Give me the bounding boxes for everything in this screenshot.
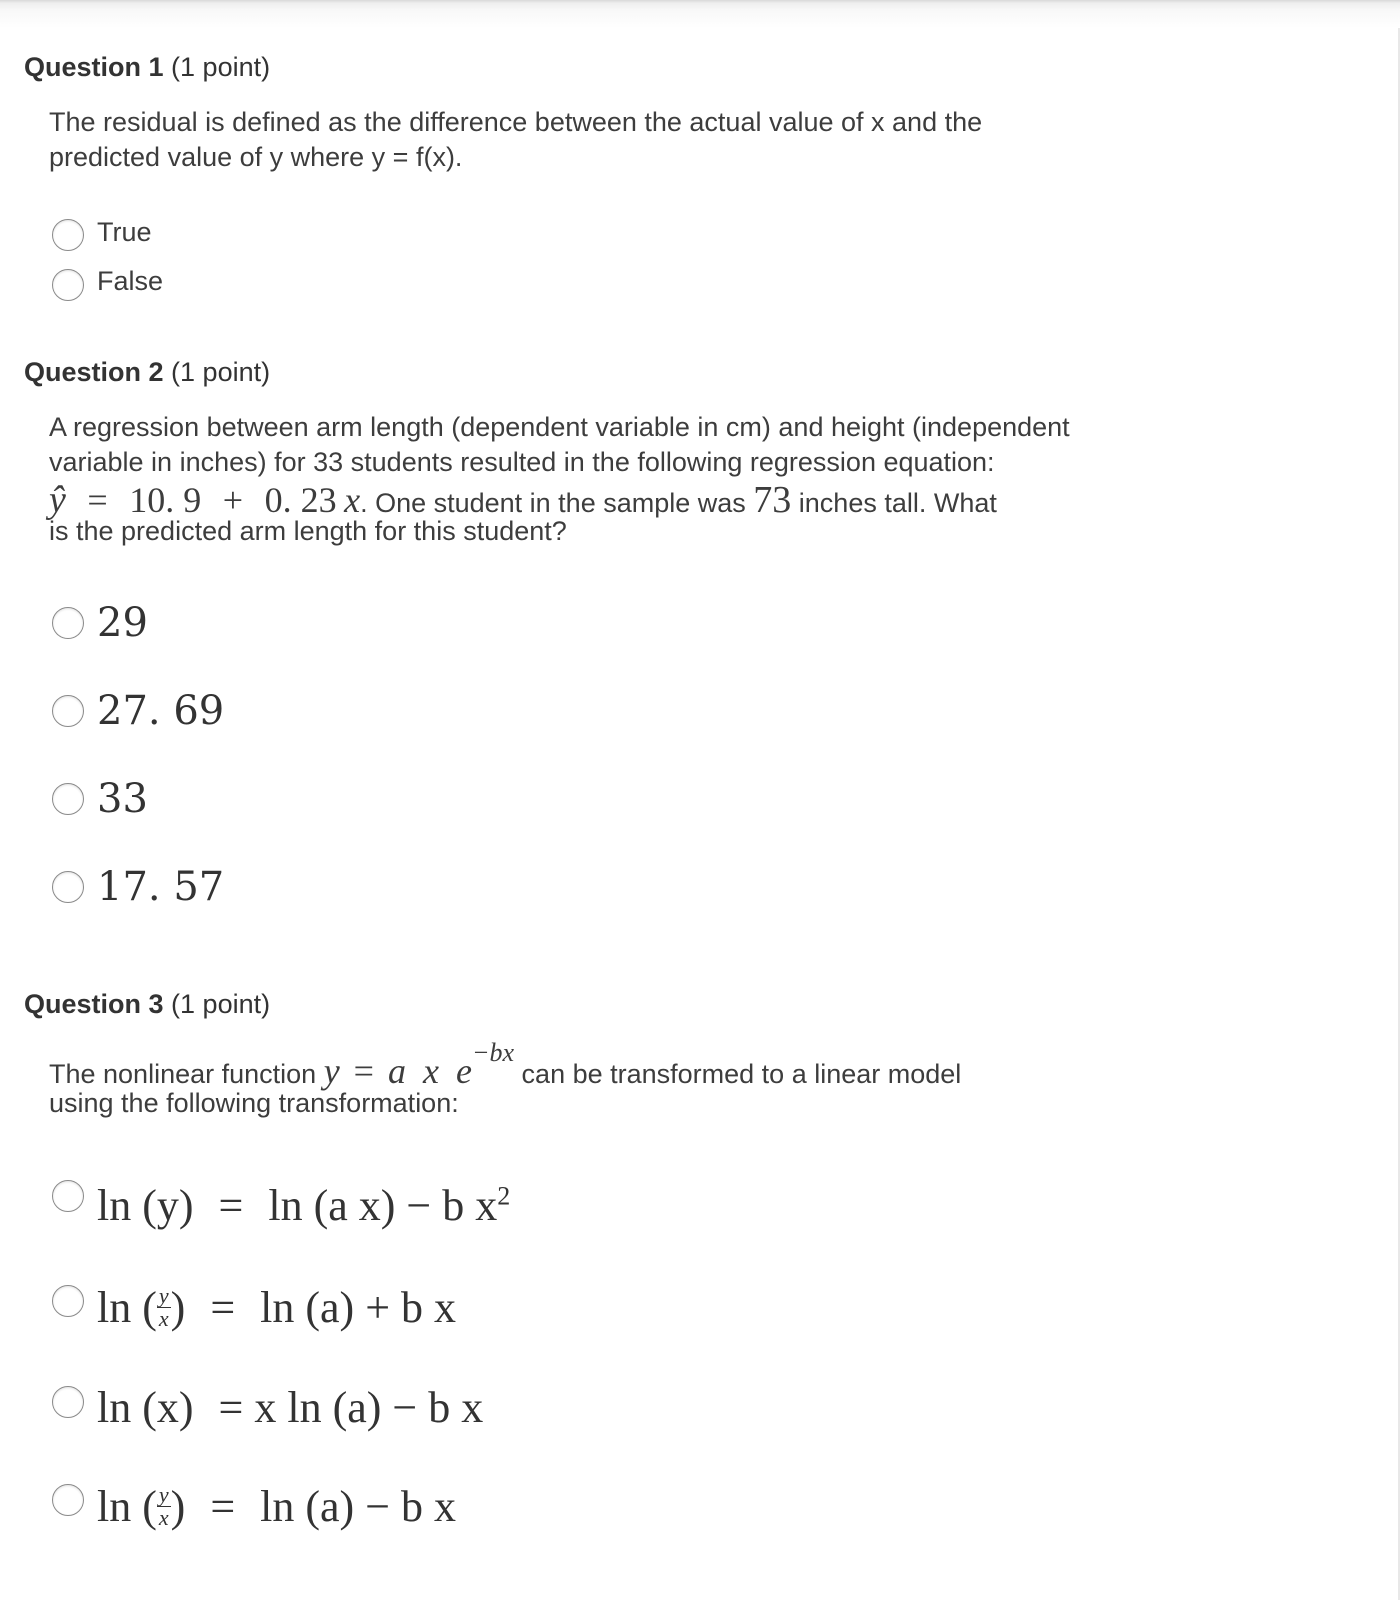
q2-option-2-label: 27. 69 — [97, 688, 225, 734]
q3-option-2-ln: ln ( — [97, 1283, 157, 1332]
q3-option-4-equation — [97, 1481, 456, 1533]
q1-option-true-radio[interactable] — [52, 219, 84, 251]
question-3-text — [49, 1038, 962, 1121]
q3-option-1-equals: = — [218, 1181, 244, 1230]
q3-option-3-equation — [97, 1382, 483, 1433]
q2-option-3-label: 33 — [97, 776, 148, 822]
q2-option-1-radio[interactable] — [52, 607, 84, 639]
question-1-label: Question 1 — [24, 52, 164, 82]
q3-option-1-rhs: ln (a x) − b x — [268, 1181, 498, 1230]
q3-option-3-radio[interactable] — [52, 1386, 84, 1418]
text-before-fn: The nonlinear function — [49, 1059, 324, 1089]
q3-option-2-equation — [97, 1282, 456, 1334]
question-2-label: Question 2 — [24, 357, 164, 387]
q3-option-3-lhs: ln (x) — [97, 1383, 194, 1432]
question-1-title — [24, 52, 270, 83]
q3-option-4-equals: = — [210, 1482, 236, 1531]
fn-rhs: a x e — [387, 1051, 472, 1091]
q3-option-2-equals: = — [210, 1283, 236, 1332]
q1-option-false-label: False — [97, 266, 164, 296]
eq-plus: + — [222, 480, 244, 520]
fn-exponent: −bx — [471, 1038, 515, 1067]
eq-yhat: ŷ — [49, 479, 66, 521]
q3-option-1-lhs: ln (y) — [97, 1181, 194, 1230]
question-1-points: (1 point) — [171, 52, 271, 82]
question-3-points: (1 point) — [171, 989, 271, 1019]
question-3-label: Question 3 — [24, 989, 164, 1019]
question-1-text — [49, 105, 982, 175]
q3-option-4-denominator: x — [158, 1505, 169, 1531]
fn-y: y — [323, 1051, 340, 1091]
q1-option-true-label: True — [97, 217, 152, 247]
q2-option-4-radio[interactable] — [52, 871, 84, 903]
question-2-text-line: is the predicted arm length for this student? — [49, 516, 567, 546]
q3-option-4-rhs: ln (a) − b x — [260, 1482, 457, 1531]
eq-equals: = — [87, 480, 108, 520]
q3-option-3-rhs: = x ln (a) − b x — [218, 1383, 484, 1432]
question-1-text-line: The residual is defined as the difference between the actual value of x and the — [49, 107, 983, 137]
question-2-text-line: A regression between arm length (dependent variable in cm) and height (independent — [49, 412, 1070, 442]
q3-option-4-numerator: y — [158, 1482, 169, 1508]
eq-x: x — [344, 480, 361, 520]
q3-option-4-close: ) — [170, 1482, 186, 1531]
q3-option-2-rhs: ln (a) + b x — [260, 1283, 457, 1332]
question-3-text-line: using the following transformation: — [49, 1088, 459, 1118]
fn-equals: = — [353, 1051, 374, 1091]
eq-slope: 0. 23 — [264, 480, 337, 520]
q3-option-1-sup: 2 — [497, 1181, 511, 1211]
q3-option-4-fraction — [157, 1484, 171, 1529]
question-2-points: (1 point) — [171, 357, 271, 387]
q2-option-3-radio[interactable] — [52, 783, 84, 815]
top-bar — [0, 0, 1400, 28]
q2-option-1-label: 29 — [97, 600, 148, 646]
q3-option-2-close: ) — [170, 1283, 186, 1332]
q3-option-1-equation — [97, 1180, 510, 1231]
text-after-height: inches tall. What — [791, 488, 997, 518]
q1-option-false-radio[interactable] — [52, 269, 84, 301]
q3-option-2-denominator: x — [158, 1306, 169, 1332]
question-2-text-line: variable in inches) for 33 students resulted in the following regression equation: — [49, 447, 995, 477]
eq-intercept: 10. 9 — [129, 480, 202, 520]
q3-option-4-radio[interactable] — [52, 1484, 84, 1516]
question-1-text-line: predicted value of y where y = f(x). — [49, 142, 463, 172]
question-3-title — [24, 989, 270, 1020]
q3-option-2-fraction — [157, 1285, 171, 1330]
text-after-eq: . One student in the sample was — [360, 488, 754, 518]
q3-option-2-radio[interactable] — [52, 1285, 84, 1317]
q3-option-4-ln: ln ( — [97, 1482, 157, 1531]
q3-option-1-radio[interactable] — [52, 1180, 84, 1212]
q2-option-2-radio[interactable] — [52, 695, 84, 727]
q3-option-2-numerator: y — [158, 1283, 169, 1309]
eq-height: 73 — [753, 479, 792, 521]
question-2-text — [49, 410, 1070, 549]
text-after-fn: can be transformed to a linear model — [514, 1059, 962, 1089]
q2-option-4-label: 17. 57 — [97, 864, 225, 910]
question-2-title — [24, 357, 270, 388]
